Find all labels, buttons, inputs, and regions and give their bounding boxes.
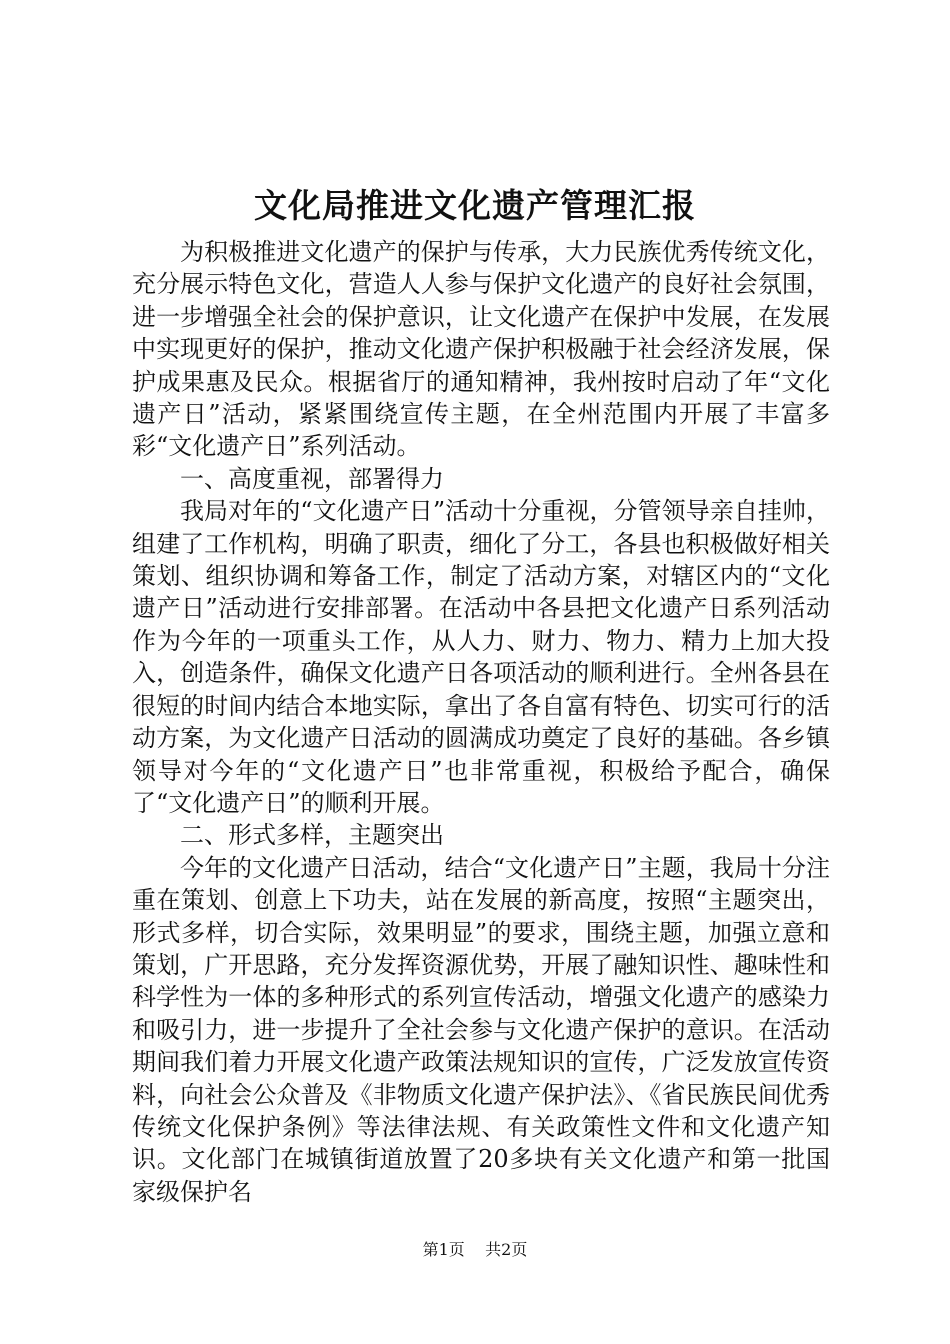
page-total: 共2页: [485, 1240, 528, 1259]
section-heading-1: 一、高度重视，部署得力: [180, 464, 444, 493]
paragraph-intro: 为积极推进文化遗产的保护与传承，大力民族优秀传统文化，充分展示特色文化，营造人人参与保护文化遗产的良好社会氛围，进一步增强全社会的保护意识，让文化遗产在保护中发展，在发展中实现更好的保护，推动文化遗产保护积极融于社会经济发展，保护成果惠及民众。根据省厅的通知精神，我州按时启动了年“文化遗产日”活动，紧紧围绕宣传主题，在全州范围内开展了丰富多彩“文化遗产日”系列活动。: [132, 238, 830, 461]
paragraph-section-1: 我局对年的“文化遗产日”活动十分重视，分管领导亲自挂帅，组建了工作机构，明确了职责，细化了分工，各县也积极做好相关策划、组织协调和筹备工作，制定了活动方案，对辖区内的“文化遗产日”活动进行安排部署。在活动中各县把文化遗产日系列活动作为今年的一项重头工作，从人力、财力、物力、精力上加大投入，创造条件，确保文化遗产日各项活动的顺利进行。全州各县在很短的时间内结合本地实际，拿出了各自富有特色、切实可行的活动方案，为文化遗产日活动的圆满成功奠定了良好的基础。各乡镇领导对今年的“文化遗产日”也非常重视，积极给予配合，确保了“文化遗产日”的顺利开展。: [132, 497, 830, 817]
page-number: 第1页: [422, 1240, 465, 1259]
document-body: [132, 236, 830, 1208]
page-spacer: [470, 1240, 480, 1260]
section-heading-2: 二、形式多样，主题突出: [180, 821, 444, 850]
paragraph-section-2: 今年的文化遗产日活动，结合“文化遗产日”主题，我局十分注重在策划、创意上下功夫，站在发展的新高度，按照“主题突出，形式多样，切合实际，效果明显”的要求，围绕主题，加强立意和策划，广开思路，充分发挥资源优势，开展了融知识性、趣味性和科学性为一体的多种形式的系列宣传活动，增强文化遗产的感染力和吸引力，进一步提升了全社会参与文化遗产保护的意识。在活动期间我们着力开展文化遗产政策法规知识的宣传，广泛发放宣传资料，向社会公众普及《非物质文化遗产保护法》、《省民族民间优秀传统文化保护条例》等法律法规、有关政策性文件和文化遗产知识。文化部门在城镇街道放置了20多块有关文化遗产和第一批国家级保护名: [132, 853, 830, 1206]
document-title: 文化局推进文化遗产管理汇报: [254, 186, 696, 225]
page-footer: [0, 1240, 950, 1260]
